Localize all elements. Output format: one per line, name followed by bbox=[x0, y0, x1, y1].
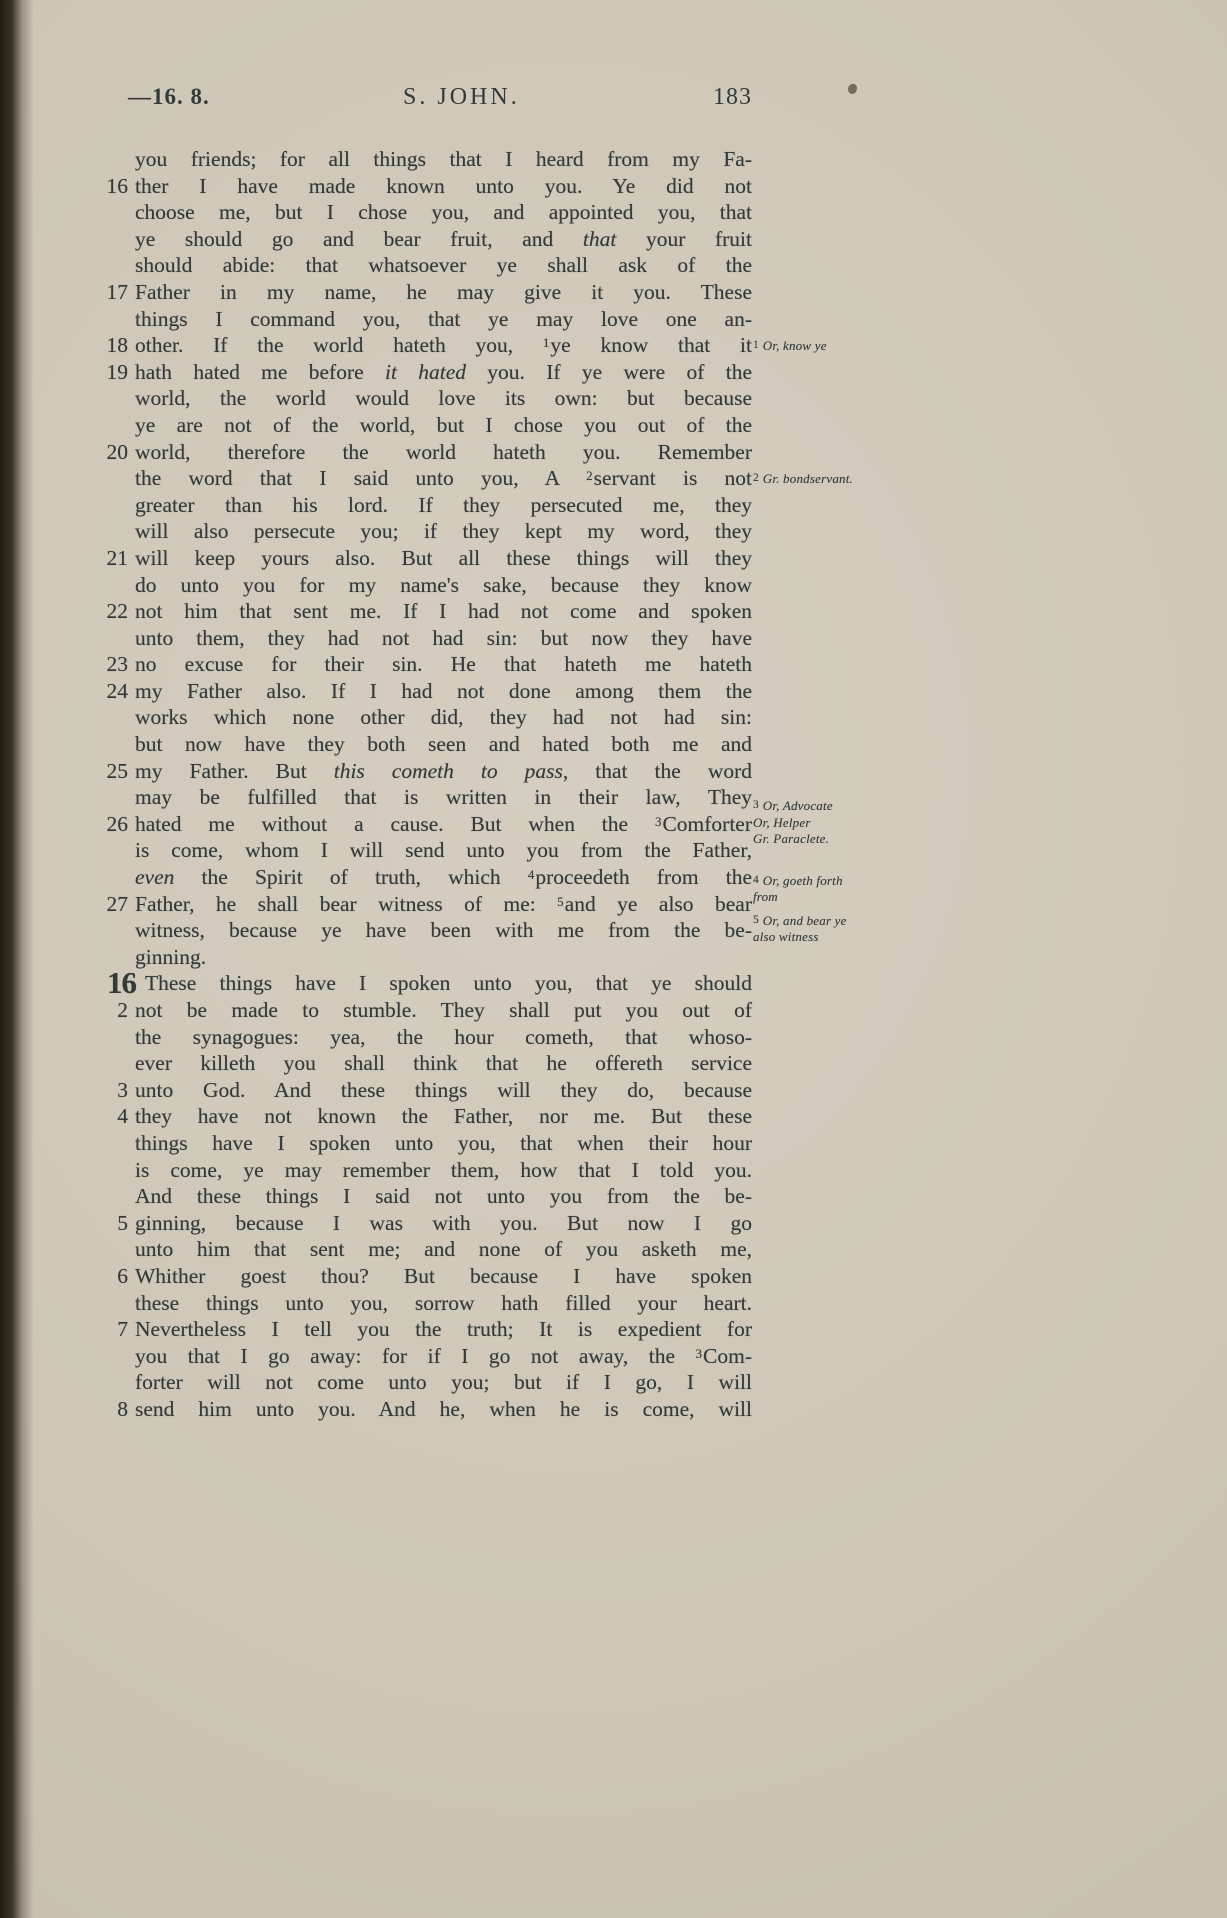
italic-text: it hated bbox=[384, 359, 466, 384]
margin-note-number: 1 bbox=[753, 339, 759, 352]
verse-number: 4 bbox=[117, 1104, 128, 1129]
verse-number bbox=[92, 1050, 135, 1077]
verse-text: the word that I said unto you, A $^2$servant is not bbox=[135, 466, 752, 491]
text-line bbox=[92, 173, 752, 200]
text-line bbox=[92, 492, 752, 519]
verse-text: Nevertheless I tell you the truth; It is expedient for bbox=[135, 1317, 752, 1342]
text-line bbox=[92, 1210, 752, 1237]
chapter-number: 16 bbox=[107, 965, 136, 1001]
text-line bbox=[92, 1024, 752, 1051]
margin-note-number: 2 bbox=[753, 472, 759, 485]
text-line bbox=[92, 651, 752, 678]
verse-number bbox=[92, 306, 135, 333]
verse-number: 20 bbox=[106, 439, 128, 464]
text-line bbox=[92, 226, 752, 253]
verse-text: the synagogues: yea, the hour cometh, that whoso- bbox=[135, 1024, 752, 1049]
margin-note-reference: 5 bbox=[557, 893, 564, 909]
scripture-text-column bbox=[92, 146, 752, 1423]
margin-note-row bbox=[753, 815, 918, 832]
verse-number bbox=[92, 1157, 135, 1184]
verse-number bbox=[92, 1290, 135, 1317]
text-line bbox=[92, 837, 752, 864]
verse-text: not him that sent me. If I had not come and spoken bbox=[135, 599, 752, 624]
verse-number bbox=[92, 252, 135, 279]
text-line bbox=[92, 1263, 752, 1290]
text-line bbox=[92, 146, 752, 173]
verse-text: should abide: that whatsoever ye shall ask of the bbox=[135, 253, 752, 278]
margin-note bbox=[753, 872, 918, 906]
verse-text: but now have they both seen and hated both me and bbox=[135, 732, 752, 757]
verse-number: 7 bbox=[117, 1317, 128, 1342]
verse-number: 25 bbox=[106, 758, 128, 783]
italic-text: this cometh to pass bbox=[333, 758, 563, 783]
margin-note bbox=[753, 470, 918, 488]
verse-text: you friends; for all things that I heard from my Fa- bbox=[135, 147, 752, 171]
verse-text: choose me, but I chose you, and appointed you, that bbox=[135, 200, 752, 225]
verse-text: my Father. But this cometh to pass, that the word bbox=[135, 758, 753, 783]
margin-note bbox=[753, 797, 918, 848]
verse-text: These things have I spoken unto you, that ye should bbox=[145, 971, 752, 996]
text-line bbox=[92, 306, 752, 333]
text-line bbox=[92, 1236, 752, 1263]
verse-number bbox=[92, 385, 135, 412]
verse-number bbox=[92, 465, 135, 492]
margin-note bbox=[753, 912, 918, 946]
text-line bbox=[92, 1077, 752, 1104]
margin-note-text: Or, goeth forth bbox=[762, 872, 843, 888]
verse-text: world, therefore the world hateth you. Remember bbox=[135, 439, 752, 464]
verse-number bbox=[92, 864, 135, 891]
italic-text: that bbox=[582, 226, 617, 251]
margin-note-reference: 3 bbox=[695, 1345, 703, 1361]
margin-note-row bbox=[753, 929, 918, 946]
verse-text: do unto you for my name's sake, because they know bbox=[135, 572, 752, 597]
text-line bbox=[92, 731, 752, 758]
verse-number bbox=[92, 1024, 135, 1051]
verse-number: 5 bbox=[117, 1210, 128, 1235]
verse-text: And these things I said not unto you from the be- bbox=[135, 1184, 752, 1209]
verse-text: unto them, they had not had sin: but now they have bbox=[135, 625, 752, 650]
verse-text: forter will not come unto you; but if I go, I will bbox=[135, 1370, 752, 1395]
text-line bbox=[92, 965, 752, 1001]
text-line bbox=[92, 1130, 752, 1157]
verse-text: things I command you, that ye may love one an- bbox=[135, 306, 752, 331]
text-line bbox=[92, 1290, 752, 1317]
text-line bbox=[92, 1369, 752, 1396]
verse-text: may be fulfilled that is written in their law, They bbox=[135, 785, 752, 810]
margin-note-text: Gr. bondservant. bbox=[762, 471, 853, 487]
margin-note-row bbox=[753, 831, 918, 848]
verse-text: hath hated me before it hated you. If ye were of the bbox=[135, 359, 753, 384]
margin-note-row bbox=[753, 912, 918, 930]
verse-number bbox=[92, 784, 135, 811]
verse-number bbox=[92, 917, 135, 944]
text-line bbox=[92, 1343, 752, 1370]
text-line bbox=[92, 332, 752, 359]
text-line bbox=[92, 439, 752, 466]
verse-number bbox=[92, 199, 135, 226]
verse-text: ther I have made known unto you. Ye did not bbox=[135, 173, 752, 198]
verse-number: 3 bbox=[117, 1077, 128, 1102]
running-verse-reference: —16. 8. bbox=[128, 84, 210, 109]
margin-note-number: 5 bbox=[753, 913, 759, 926]
margin-note-text: Or, Helper bbox=[753, 814, 811, 830]
text-line bbox=[92, 997, 752, 1024]
text-line bbox=[92, 917, 752, 944]
text-line bbox=[92, 279, 752, 306]
verse-number bbox=[92, 837, 135, 864]
verse-text: ye should go and bear fruit, and that your fruit bbox=[135, 226, 752, 251]
verse-text: other. If the world hateth you, $^1$ye know that it bbox=[135, 333, 752, 358]
verse-text: ever killeth you shall think that he offereth service bbox=[135, 1051, 752, 1076]
verse-number: 17 bbox=[106, 279, 128, 304]
margin-note-text: Or, Advocate bbox=[762, 798, 833, 814]
text-line bbox=[92, 625, 752, 652]
verse-number bbox=[92, 1130, 135, 1157]
text-line bbox=[92, 572, 752, 599]
margin-note-row bbox=[753, 797, 918, 815]
verse-text: world, the world would love its own: but because bbox=[135, 386, 752, 411]
verse-text: Whither goest thou? But because I have spoken bbox=[135, 1263, 752, 1288]
text-line bbox=[92, 758, 752, 785]
verse-text: ginning. bbox=[135, 944, 207, 969]
verse-text: ye are not of the world, but I chose you out of the bbox=[135, 412, 752, 437]
verse-number: 16 bbox=[106, 173, 128, 198]
verse-text: is come, whom I will send unto you from the Father, bbox=[135, 838, 752, 863]
margin-note-reference: 2 bbox=[586, 468, 593, 484]
verse-number bbox=[92, 1369, 135, 1396]
text-line bbox=[92, 465, 752, 492]
verse-text: hated me without a cause. But when the $^3$Comforter bbox=[135, 811, 752, 836]
text-line bbox=[92, 1103, 752, 1130]
text-line bbox=[92, 944, 752, 971]
verse-text: not be made to stumble. They shall put you out of bbox=[135, 998, 752, 1022]
verse-number: 18 bbox=[106, 333, 128, 358]
verse-text: you that I go away: for if I go not away, the $^3$Com- bbox=[135, 1343, 752, 1368]
verse-number: 23 bbox=[106, 652, 128, 677]
verse-text: works which none other did, they had not had sin: bbox=[135, 705, 752, 730]
verse-number bbox=[92, 731, 135, 758]
margin-note-reference: 3 bbox=[654, 813, 662, 829]
scan-ink-speck bbox=[848, 84, 857, 94]
verse-text: send him unto you. And he, when he is come, will bbox=[135, 1396, 752, 1421]
text-line bbox=[92, 359, 752, 386]
margin-note-number: 3 bbox=[753, 799, 759, 812]
verse-number bbox=[92, 572, 135, 599]
verse-text: my Father also. If I had not done among them the bbox=[135, 678, 752, 703]
text-line bbox=[92, 891, 752, 918]
verse-text: no excuse for their sin. He that hateth me hateth bbox=[135, 652, 752, 677]
verse-number bbox=[92, 518, 135, 545]
verse-number bbox=[92, 1236, 135, 1263]
verse-text: will also persecute you; if they kept my word, they bbox=[135, 519, 752, 544]
text-line bbox=[92, 385, 752, 412]
verse-text: Father in my name, he may give it you. These bbox=[135, 279, 752, 304]
verse-number bbox=[92, 1343, 135, 1370]
verse-number: 22 bbox=[106, 599, 128, 624]
verse-text: greater than his lord. If they persecuted me, they bbox=[135, 492, 752, 517]
margin-note-row bbox=[753, 470, 918, 488]
margin-note-text: Or, and bear ye bbox=[762, 912, 847, 928]
text-line bbox=[92, 704, 752, 731]
text-line bbox=[92, 1157, 752, 1184]
verse-number: 8 bbox=[117, 1396, 128, 1421]
verse-text: unto him that sent me; and none of you asketh me, bbox=[135, 1237, 752, 1262]
page-number: 183 bbox=[713, 84, 752, 110]
verse-text: Father, he shall bear witness of me: $^5$and ye also bear bbox=[135, 891, 752, 916]
verse-text: will keep yours also. But all these things will they bbox=[135, 545, 752, 570]
text-line bbox=[92, 598, 752, 625]
text-line bbox=[92, 518, 752, 545]
margin-note-reference: 4 bbox=[527, 867, 535, 883]
margin-note-number: 4 bbox=[753, 873, 759, 886]
text-line bbox=[92, 412, 752, 439]
text-line bbox=[92, 199, 752, 226]
text-line bbox=[92, 1316, 752, 1343]
italic-text: even bbox=[135, 865, 175, 890]
verse-number: 19 bbox=[106, 359, 128, 384]
text-line bbox=[92, 545, 752, 572]
verse-number: 6 bbox=[117, 1263, 128, 1288]
verse-number bbox=[92, 412, 135, 439]
verse-number bbox=[92, 492, 135, 519]
margin-note-text: also witness bbox=[753, 929, 819, 945]
book-title: S. JOHN. bbox=[403, 84, 520, 110]
verse-number: 21 bbox=[106, 545, 128, 570]
text-line bbox=[92, 1183, 752, 1210]
margin-note-row bbox=[753, 889, 918, 906]
verse-number bbox=[92, 625, 135, 652]
text-line bbox=[92, 864, 752, 891]
running-header bbox=[128, 84, 752, 111]
text-line bbox=[92, 1050, 752, 1077]
margin-note-row bbox=[753, 337, 918, 355]
verse-text: is come, ye may remember them, how that I told you. bbox=[135, 1157, 752, 1182]
verse-text: these things unto you, sorrow hath filled your heart. bbox=[135, 1290, 752, 1315]
verse-number bbox=[92, 226, 135, 253]
verse-number: 26 bbox=[106, 811, 128, 836]
verse-text: things have I spoken unto you, that when their hour bbox=[135, 1130, 752, 1155]
verse-text: unto God. And these things will they do, because bbox=[135, 1077, 752, 1102]
margin-note-row bbox=[753, 872, 918, 890]
margin-note-reference: 1 bbox=[542, 335, 550, 351]
verse-number: 24 bbox=[106, 678, 128, 703]
verse-text: witness, because ye have been with me from the be- bbox=[135, 918, 752, 943]
margin-note-text: from bbox=[753, 889, 778, 905]
verse-number bbox=[92, 146, 135, 173]
margin-note bbox=[753, 337, 918, 355]
verse-text: ginning, because I was with you. But now I go bbox=[135, 1210, 752, 1235]
book-binding-shadow bbox=[0, 0, 34, 1918]
text-line bbox=[92, 678, 752, 705]
verse-number bbox=[92, 1183, 135, 1210]
verse-text: they have not known the Father, nor me. But these bbox=[135, 1104, 752, 1129]
text-line bbox=[92, 811, 752, 838]
text-line bbox=[92, 784, 752, 811]
text-line bbox=[92, 252, 752, 279]
margin-note-text: Gr. Paraclete. bbox=[753, 831, 830, 847]
verse-number: 2 bbox=[117, 998, 128, 1022]
verse-text: even the Spirit of truth, which $^4$proceedeth from the bbox=[135, 865, 752, 890]
text-line bbox=[92, 1396, 752, 1423]
margin-note-text: Or, know ye bbox=[762, 338, 827, 354]
verse-number bbox=[92, 704, 135, 731]
verse-number: 27 bbox=[106, 891, 128, 916]
